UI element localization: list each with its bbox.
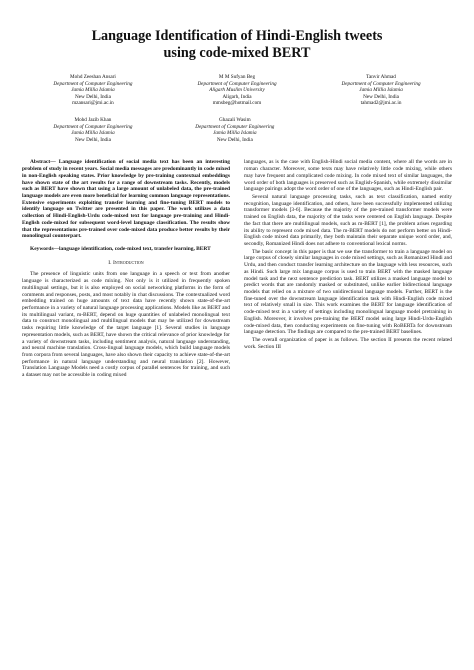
keywords: Keywords—language identification, code-mixed text, transfer learning, BERT bbox=[30, 245, 211, 252]
author-city: New Delhi, India bbox=[216, 136, 253, 143]
left-column bbox=[22, 159, 230, 380]
body-paragraph: The basic concept in this paper is that we use the transformer to train a language model on large corpus of closely similar languages in code mixed settings, such as Romanized Hindi and Urdu, and then conduct transfer learning architecture on the language with less resources, such as Hindi. Such large mix language corpus is used to train BERT with the masked language model task and the next sentence prediction task. BERT utilizes a masked language model to predict words that are randomly masked or substituted, unlike earlier bidirectional language models that relied on a mixture of two unidirectional language models. Further, BERT is the fine-tuned over the downstream language identification task with Hindi-English code mixed text of relatively small in size. This work examines the BERT for language identification of code-mixed text in a variety of settings including monolingual language model pretraining in English. Moreover, it involves pre-training the BERT model using large Hindi-Urdu-English code-mixed data, then conducting experiments on fine-tuning with RoBERTa for downstream language detection. The findings are compared to the pre-trained BERT baselines. bbox=[244, 248, 452, 336]
author-city: Aligarh, India bbox=[222, 93, 252, 100]
paper-title bbox=[22, 0, 452, 62]
right-column bbox=[244, 159, 452, 380]
title-line-2: using code-mixed BERT bbox=[163, 45, 311, 61]
author-city: New Delhi, India bbox=[75, 93, 111, 100]
body-columns bbox=[22, 159, 452, 380]
author-block bbox=[22, 74, 164, 107]
body-paragraph: The overall organization of paper is as follows. The section II presents the recent related work. Section III bbox=[244, 337, 452, 350]
body-paragraph: languages, as is the case with English-Hindi social media content, where all the words are in roman character. Moreover, some texts may have relatively little code mixing, while others may have frequent and complicated code mixing. In code mixed text of similar languages, the word order of both languages is preserved such as English-Spanish, while extremely dissimilar language pairings adopt the word order of one of the languages, such as Hindi-English pair. bbox=[244, 159, 452, 193]
author-dept: Department of Computer Engineering bbox=[341, 80, 421, 87]
author-dept: Department of Computer Engineering bbox=[197, 80, 277, 87]
author-email: mzansari@jmi.ac.in bbox=[72, 100, 114, 107]
author-inst: Jamia Millia Islamia bbox=[359, 87, 403, 94]
author-inst: Jamia Millia Islamia bbox=[71, 87, 115, 94]
author-dept: Department of Computer Engineering bbox=[53, 123, 133, 130]
author-city: New Delhi, India bbox=[363, 93, 399, 100]
author-dept: Department of Computer Engineering bbox=[53, 80, 133, 87]
author-block bbox=[166, 74, 308, 107]
author-row-1 bbox=[22, 74, 452, 107]
author-email: mmsbeg@hotmail.com bbox=[212, 100, 262, 107]
author-email: tahmad2@jmi.ac.in bbox=[360, 100, 402, 107]
body-paragraph: The presence of linguistic units from one language in a speech or text from another language is characterized as code mixing. Not only is it utilized in frequently spoken multilingual settings, but it is also employed on social networking platforms in the form of comments and responses, posts, and most notably in chat discussions. The contextualized word embedding trained on huge amounts of text data have recently shown state-of-the-art performance in a variety of natural language processing applications. Models like as BERT and its multilingual variant, m-BERT, depend on huge quantities of unlabeled monolingual text data to construct monolingual and multilingual models that may be utilized for downstream tasks requiring little knowledge of the target language [1]. Several studies in language representation models, such as BERT, have shown the critical relevance of prior knowledge for a variety of downstream tasks, including sentiment analysis, natural language understanding, and neural machine translation. Cross-lingual language models, which build language models from corpora from several languages, have also shown their capacity to achieve state-of-the-art performance in natural language understanding and neural translation [2]. However, Translation Language Models need a costly corpus of parallel sentences for training, and such a dataset may not be accessible in coding mixed bbox=[22, 271, 230, 379]
author-inst: Jamia Millia Islamia bbox=[71, 130, 115, 137]
author-city: New Delhi, India bbox=[75, 136, 111, 143]
author-inst: Aligarh Muslim University bbox=[209, 87, 265, 94]
author-inst: Jamia Millia Islamia bbox=[213, 130, 257, 137]
author-row-2 bbox=[22, 117, 452, 143]
body-paragraph: Several natural language processing tasks, such as text classification, named entity recognition, language identification, and others, have been successfully implemented utilizing transformer models [3-6]. Because the majority of the pre-trained transformer models were trained on English data, the majority of the tasks were centered on English language. Despite the fact that there are multilingual models, such as m-BERT [1], the problem arises regarding its ability to represent code mixed data. The m-BERT models do not perform better on Hindi-English code mixed data primarily, they both maintain their separate unique word order, and, secondly, Romanized Hindi does not adhere to conventional lexical norms. bbox=[244, 193, 452, 247]
author-block bbox=[22, 117, 164, 143]
author-block bbox=[310, 74, 452, 107]
title-line-1: Language Identification of Hindi-English tweets bbox=[91, 28, 383, 44]
author-dept: Department of Computer Engineering bbox=[195, 123, 275, 130]
author-name: Tanvir Ahmad bbox=[366, 74, 396, 80]
author-block bbox=[164, 117, 306, 143]
author-name: Mohd Zeeshan Ansari bbox=[70, 74, 116, 80]
author-name: Ghazali Wasim bbox=[219, 116, 251, 123]
author-name: Mohd Jazib Khan bbox=[74, 116, 112, 123]
abstract: Abstract— Language identification of social media text has been an interesting problem of study in recent years. Social media messages are predominantly in code mixed in non-English speaking states. Prior knowledge by pre-training contextual embeddings have shown state of the art results for a range of downstream tasks. Recently, models such as BERT have shown that using a large amount of unlabeled data, the pre-trained language models are even more beneficial for learning common language representations. Extensive experiments exploiting transfer learning and fine-tuning BERT models to identify language on Twitter are presented in this paper. The work utilizes a data collection of Hindi-English-Urdu code-mixed text for language pre-training and Hindi-English code-mixed for subsequent word-level language classification. The results show that the representations pre-trained over code-mixed data produce better results by their monolingual counterpart. bbox=[22, 159, 230, 240]
author-name: M M Sufyan Beg bbox=[218, 74, 256, 80]
section-heading: I. Introduction bbox=[108, 259, 144, 266]
